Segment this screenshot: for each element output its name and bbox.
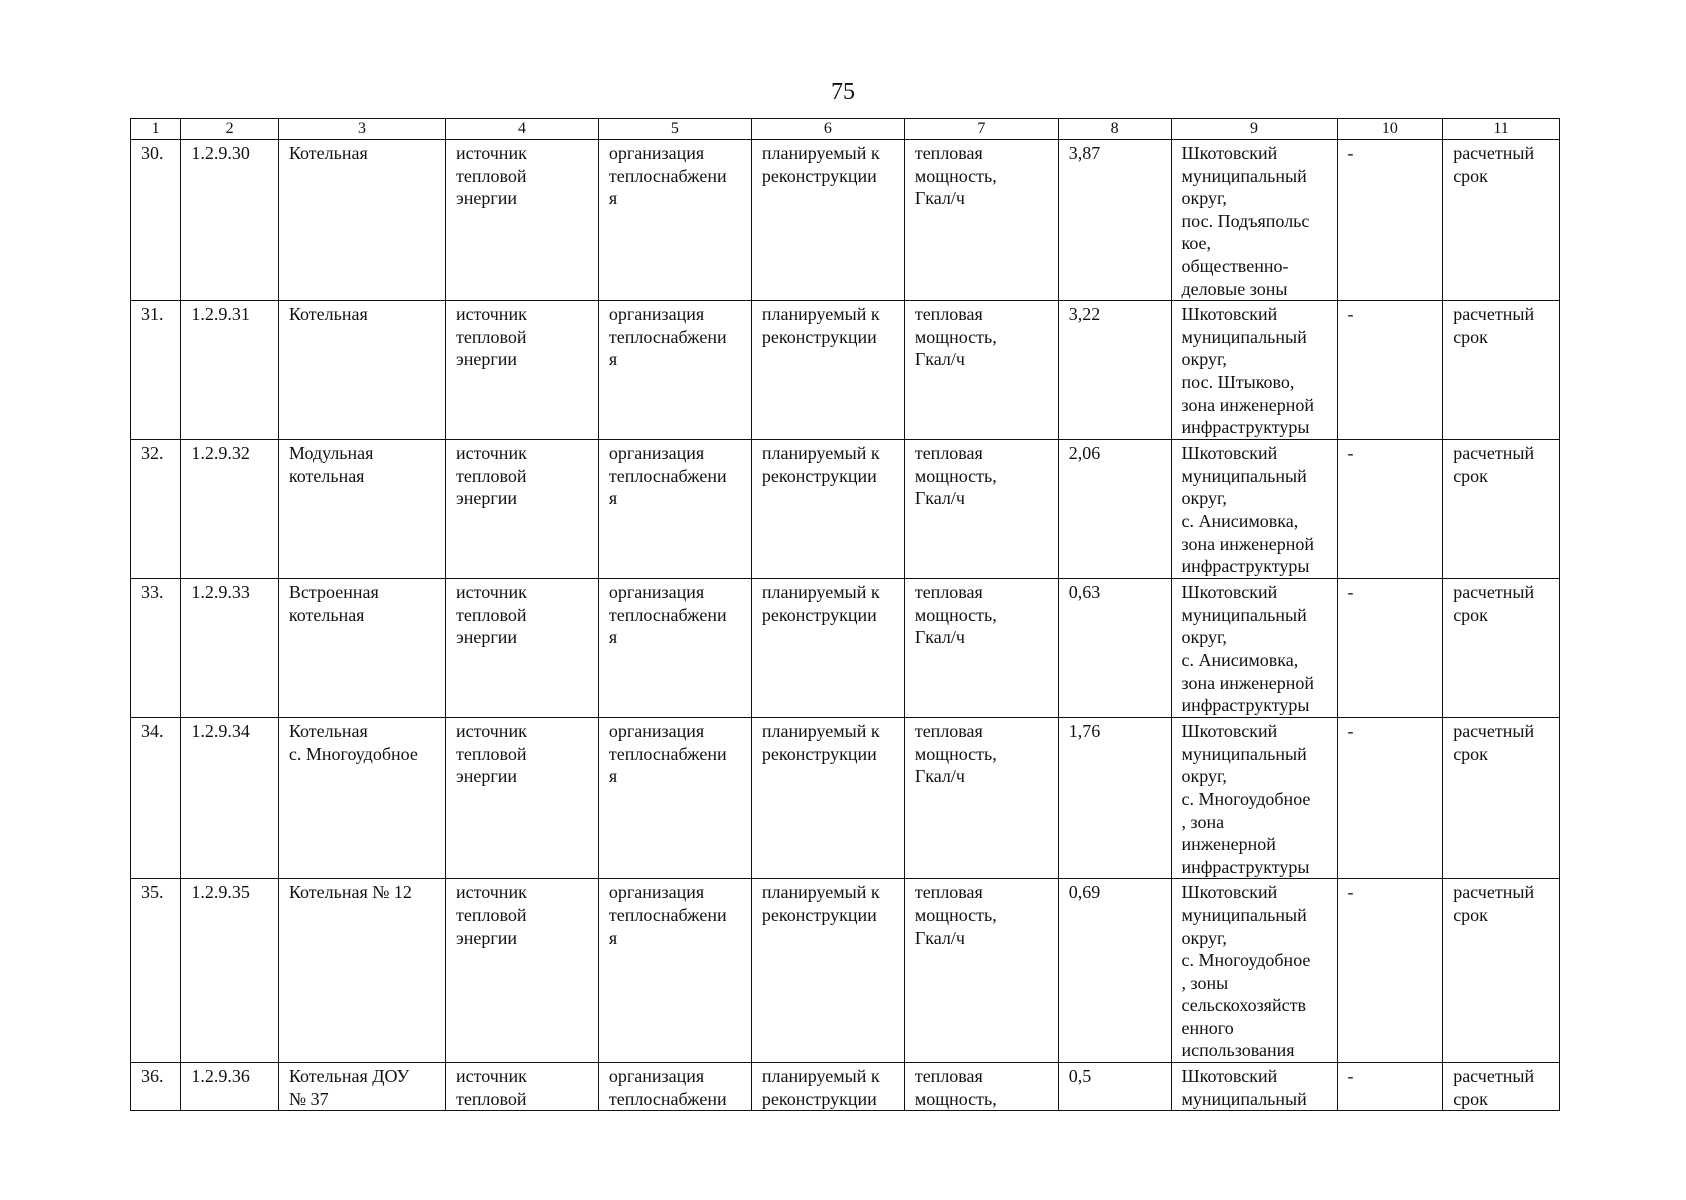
object-code: 1.2.9.31 xyxy=(181,301,279,440)
object-type: источник тепловой энергии xyxy=(445,440,598,579)
object-status: планируемый к реконструкции xyxy=(751,718,904,879)
row-number: 32. xyxy=(131,440,181,579)
table-header-row xyxy=(131,119,1560,140)
object-code: 1.2.9.30 xyxy=(181,140,279,301)
object-parameter: тепловая мощность, Гкал/ч xyxy=(904,879,1058,1063)
object-zone: - xyxy=(1337,440,1443,579)
object-type: источник тепловой энергии xyxy=(445,718,598,879)
object-status: планируемый к реконструкции xyxy=(751,1063,904,1111)
object-name: Встроенная котельная xyxy=(278,579,445,718)
object-type: источник тепловой энергии xyxy=(445,879,598,1063)
object-value: 3,87 xyxy=(1058,140,1171,301)
column-header: 1 xyxy=(131,119,181,140)
object-type: источник тепловой энергии xyxy=(445,579,598,718)
object-type: источник тепловой энергии xyxy=(445,140,598,301)
object-term: расчетный срок xyxy=(1443,579,1560,718)
table-row xyxy=(131,879,1560,1063)
object-zone: - xyxy=(1337,301,1443,440)
object-code: 1.2.9.32 xyxy=(181,440,279,579)
object-location: Шкотовский муниципальный округ, с. Многоудобное , зона инженерной инфраструктуры xyxy=(1171,718,1337,879)
object-name: Котельная с. Многоудобное xyxy=(278,718,445,879)
objects-table xyxy=(130,118,1560,1111)
column-header: 7 xyxy=(904,119,1058,140)
object-parameter: тепловая мощность, Гкал/ч xyxy=(904,579,1058,718)
row-number: 33. xyxy=(131,579,181,718)
object-value: 0,5 xyxy=(1058,1063,1171,1111)
object-value: 3,22 xyxy=(1058,301,1171,440)
column-header: 6 xyxy=(751,119,904,140)
object-name: Модульная котельная xyxy=(278,440,445,579)
object-zone: - xyxy=(1337,140,1443,301)
table-row xyxy=(131,579,1560,718)
object-location: Шкотовский муниципальный округ, с. Многоудобное , зоны сельскохозяйств енного использования xyxy=(1171,879,1337,1063)
object-name: Котельная xyxy=(278,301,445,440)
object-term: расчетный срок xyxy=(1443,1063,1560,1111)
object-type: источник тепловой энергии xyxy=(445,301,598,440)
row-number: 35. xyxy=(131,879,181,1063)
object-value: 0,69 xyxy=(1058,879,1171,1063)
object-location: Шкотовский муниципальный округ, пос. Штыково, зона инженерной инфраструктуры xyxy=(1171,301,1337,440)
object-purpose: организация теплоснабжени я xyxy=(598,301,751,440)
object-code: 1.2.9.34 xyxy=(181,718,279,879)
object-term: расчетный срок xyxy=(1443,718,1560,879)
object-purpose: организация теплоснабжени я xyxy=(598,718,751,879)
object-parameter: тепловая мощность, xyxy=(904,1063,1058,1111)
column-header: 11 xyxy=(1443,119,1560,140)
object-term: расчетный срок xyxy=(1443,301,1560,440)
table-row xyxy=(131,140,1560,301)
object-name: Котельная ДОУ № 37 xyxy=(278,1063,445,1111)
object-type: источник тепловой xyxy=(445,1063,598,1111)
column-header: 9 xyxy=(1171,119,1337,140)
object-purpose: организация теплоснабжени я xyxy=(598,440,751,579)
object-location: Шкотовский муниципальный округ, с. Анисимовка, зона инженерной инфраструктуры xyxy=(1171,440,1337,579)
object-zone: - xyxy=(1337,718,1443,879)
object-zone: - xyxy=(1337,1063,1443,1111)
object-status: планируемый к реконструкции xyxy=(751,440,904,579)
object-term: расчетный срок xyxy=(1443,140,1560,301)
object-parameter: тепловая мощность, Гкал/ч xyxy=(904,301,1058,440)
object-name: Котельная xyxy=(278,140,445,301)
object-status: планируемый к реконструкции xyxy=(751,140,904,301)
object-code: 1.2.9.33 xyxy=(181,579,279,718)
object-code: 1.2.9.35 xyxy=(181,879,279,1063)
row-number: 36. xyxy=(131,1063,181,1111)
object-status: планируемый к реконструкции xyxy=(751,301,904,440)
object-purpose: организация теплоснабжени я xyxy=(598,140,751,301)
object-status: планируемый к реконструкции xyxy=(751,579,904,718)
object-location: Шкотовский муниципальный округ, с. Анисимовка, зона инженерной инфраструктуры xyxy=(1171,579,1337,718)
object-parameter: тепловая мощность, Гкал/ч xyxy=(904,718,1058,879)
table-row xyxy=(131,718,1560,879)
object-code: 1.2.9.36 xyxy=(181,1063,279,1111)
object-purpose: организация теплоснабжени я xyxy=(598,579,751,718)
column-header: 5 xyxy=(598,119,751,140)
table-row xyxy=(131,1063,1560,1111)
object-purpose: организация теплоснабжени я xyxy=(598,879,751,1063)
object-zone: - xyxy=(1337,879,1443,1063)
column-header: 10 xyxy=(1337,119,1443,140)
column-header: 3 xyxy=(278,119,445,140)
object-parameter: тепловая мощность, Гкал/ч xyxy=(904,140,1058,301)
object-parameter: тепловая мощность, Гкал/ч xyxy=(904,440,1058,579)
object-value: 0,63 xyxy=(1058,579,1171,718)
column-header: 2 xyxy=(181,119,279,140)
object-zone: - xyxy=(1337,579,1443,718)
object-value: 2,06 xyxy=(1058,440,1171,579)
row-number: 30. xyxy=(131,140,181,301)
object-name: Котельная № 12 xyxy=(278,879,445,1063)
column-header: 4 xyxy=(445,119,598,140)
object-purpose: организация теплоснабжени xyxy=(598,1063,751,1111)
table-row xyxy=(131,440,1560,579)
column-header: 8 xyxy=(1058,119,1171,140)
row-number: 34. xyxy=(131,718,181,879)
object-location: Шкотовский муниципальный округ, пос. Подъяпольс кое, общественно- деловые зоны xyxy=(1171,140,1337,301)
object-status: планируемый к реконструкции xyxy=(751,879,904,1063)
object-term: расчетный срок xyxy=(1443,440,1560,579)
table-row xyxy=(131,301,1560,440)
object-term: расчетный срок xyxy=(1443,879,1560,1063)
page-number: 75 xyxy=(831,79,855,105)
object-value: 1,76 xyxy=(1058,718,1171,879)
object-location: Шкотовский муниципальный xyxy=(1171,1063,1337,1111)
row-number: 31. xyxy=(131,301,181,440)
